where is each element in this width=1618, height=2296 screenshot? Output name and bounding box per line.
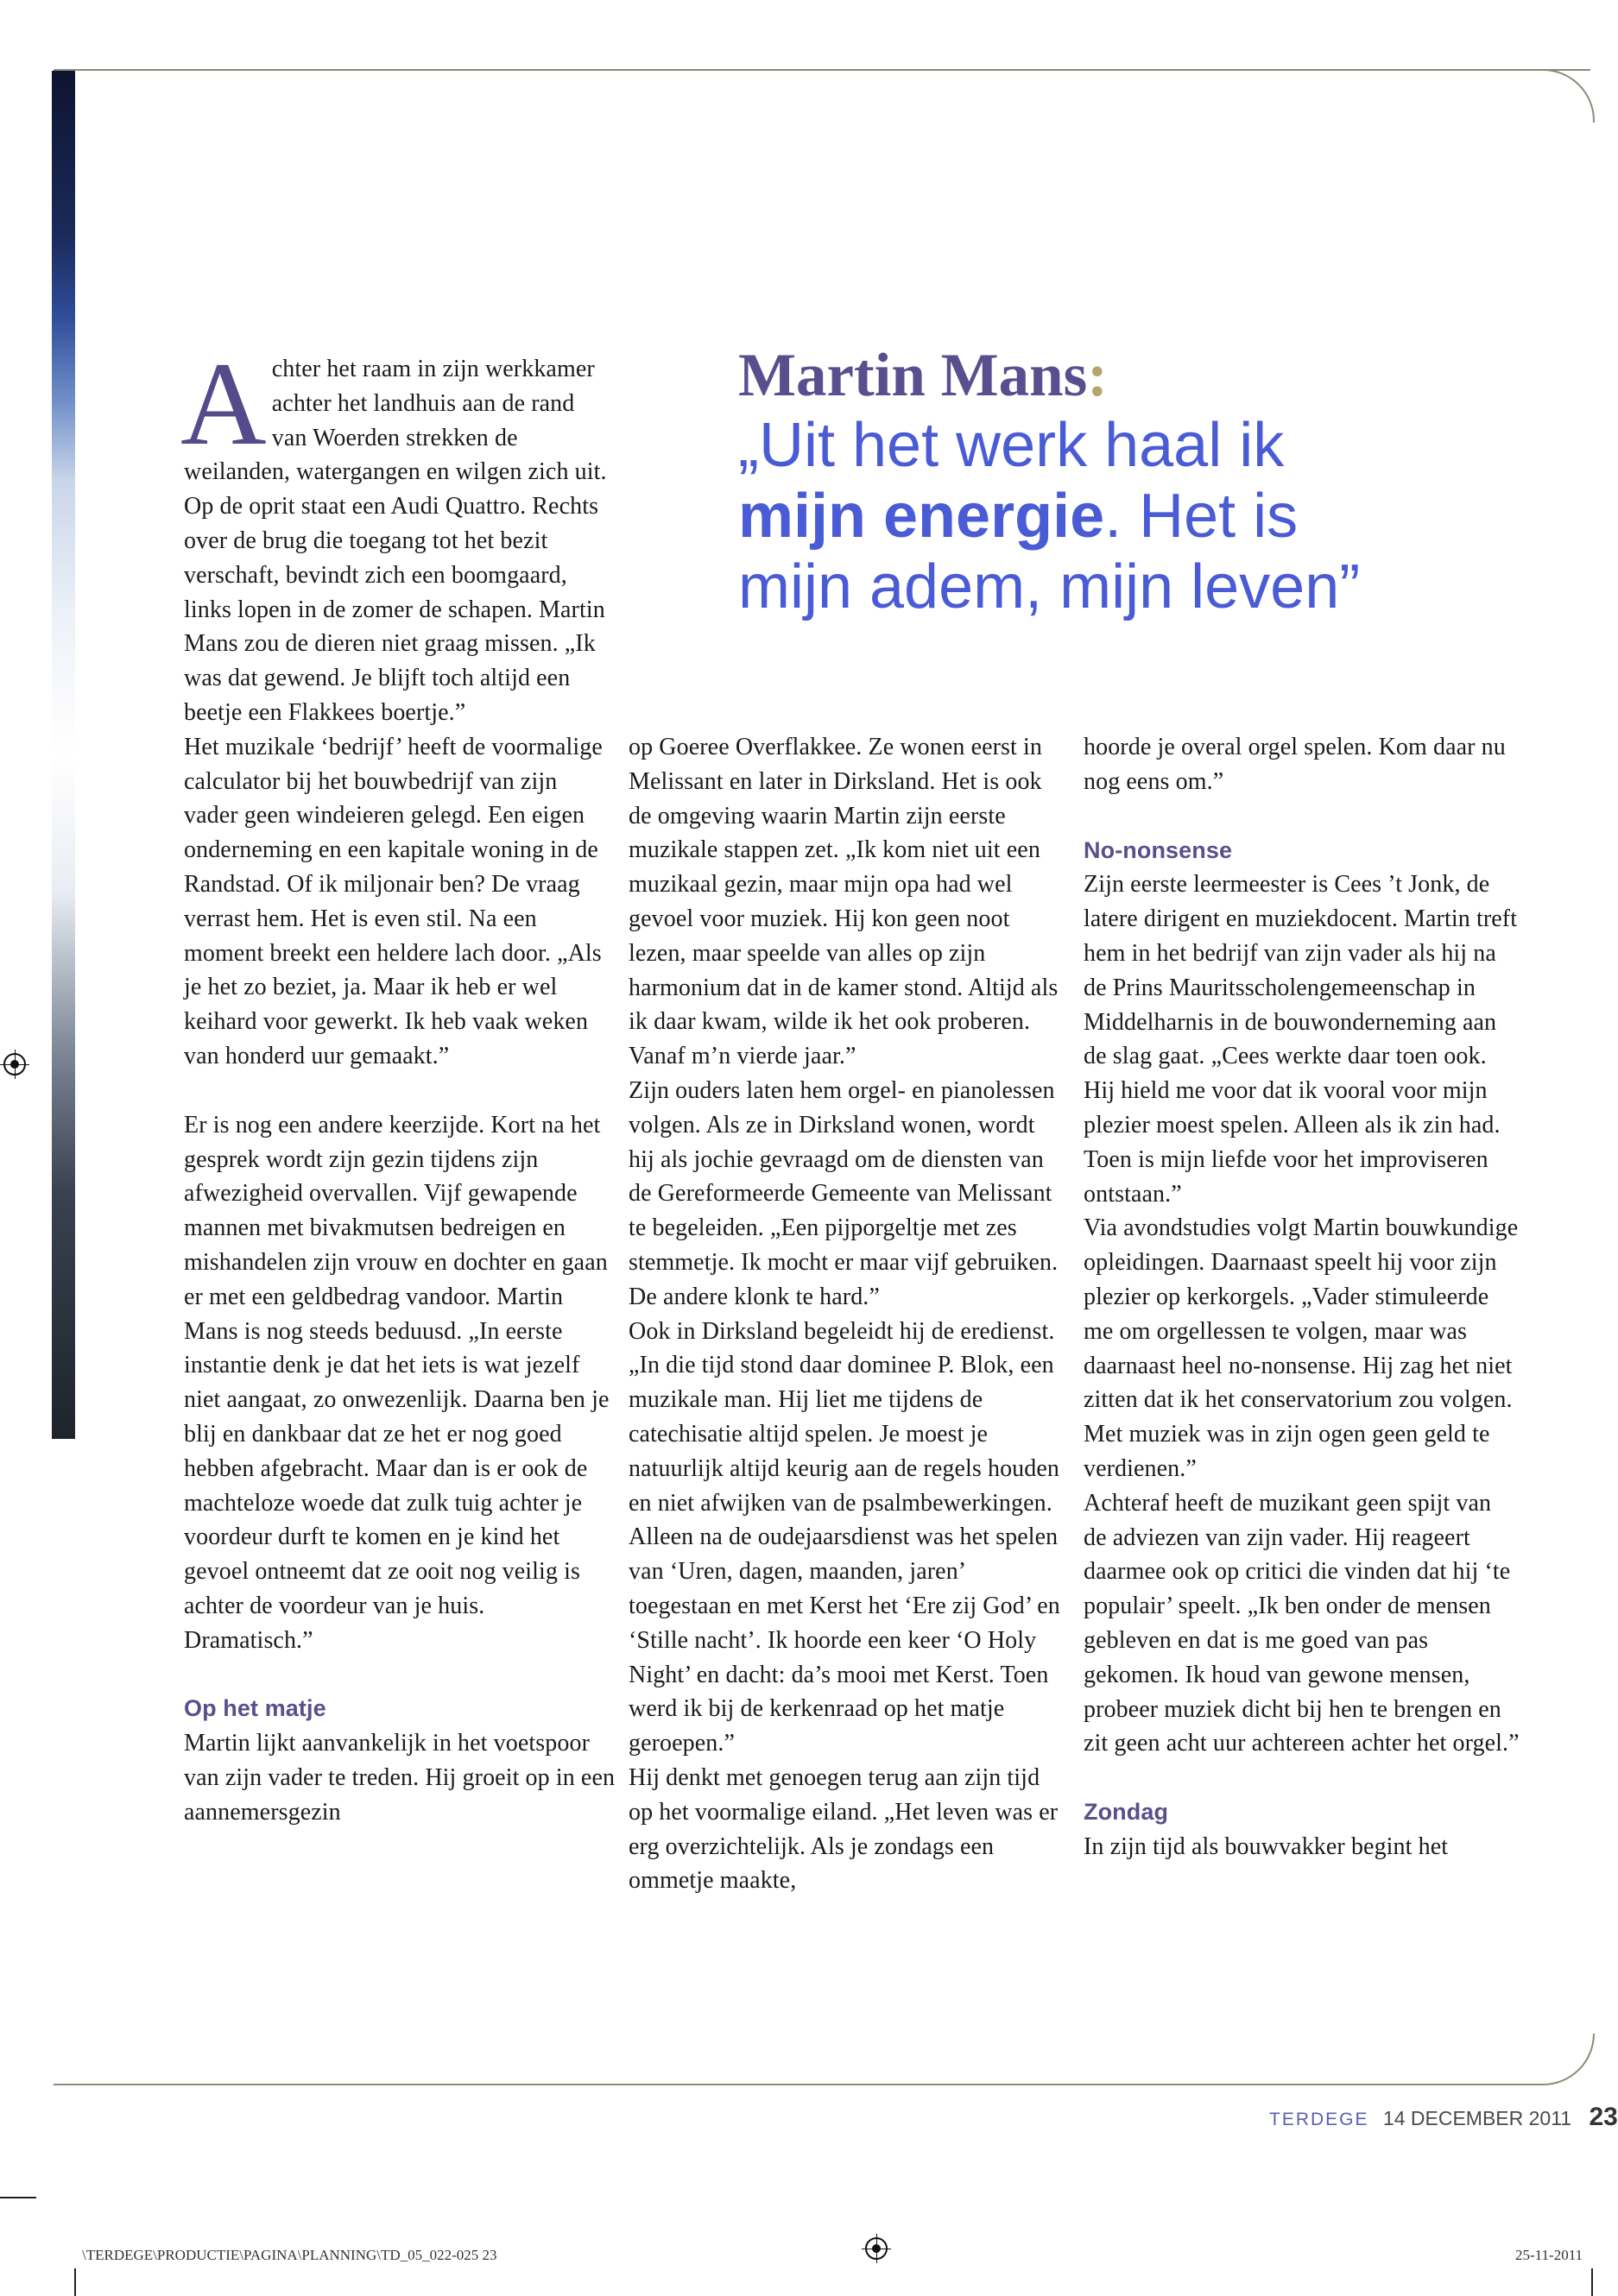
quote-bold: mijn energie <box>738 482 1105 551</box>
subheading: Op het matje <box>184 1695 326 1722</box>
drop-cap: A <box>180 337 267 470</box>
magazine-name: TERDEGE <box>1269 2110 1369 2129</box>
page-footer <box>1269 2103 1618 2132</box>
issue-date: 14 DECEMBER 2011 <box>1382 2107 1572 2129</box>
title-name: Martin Mans <box>738 342 1088 409</box>
pull-quote <box>738 410 1429 622</box>
quote-line-1: „Uit het werk haal ik <box>738 411 1285 480</box>
body-paragraph <box>180 337 616 730</box>
body-paragraph: Het muzikale ‘bedrijf’ heeft de voormalige calculator bij het bouwbedrijf van zijn vader geen windeieren gelegd. Een eigen onderneming en een kapitale woning in de Randstad. Of ik miljonair ben? De vraag verrast hem. Het is even stil. Na een moment breekt een heldere lach door. „Als je het zo beziet, ja. Maar ik heb er wel keihard voor gewerkt. Ik heb vaak weken van honderd uur gemaakt.” <box>184 733 603 1069</box>
body-paragraph: Hij denkt met genoegen terug aan zijn tijd op het voormalige eiland. „Het leven was er erg overzichtelijk. Als je zondags een ommetje maakte, <box>629 1763 1059 1895</box>
registration-mark-icon <box>865 2237 888 2260</box>
trim-mark <box>0 2197 36 2198</box>
quote-line-3: mijn adem, mijn leven” <box>738 552 1361 621</box>
frame-top-line <box>54 69 1590 71</box>
body-paragraph: hoorde je overal orgel spelen. Kom daar nu nog eens om.” <box>1084 734 1506 795</box>
body-paragraph: Zijn ouders laten hem orgel- en pianolessen volgen. Als ze in Dirksland wonen, wordt hij als jochie gevraagd om de diensten van de Gereformeerde Gemeente van Melissant te begeleiden. „Een pijporgeltje met zes stemmetje. Ik mocht er maar vijf gebruiken. De andere klonk te hard.” <box>629 1076 1059 1310</box>
frame-corner-bottom <box>1537 2034 1595 2085</box>
production-date: 25-11-2011 <box>1515 2247 1583 2263</box>
frame-bottom-line <box>54 2084 1539 2085</box>
trim-mark <box>1591 2268 1593 2296</box>
subheading: No-nonsense <box>1084 836 1233 863</box>
frame-corner-top <box>1537 69 1595 123</box>
trim-mark <box>74 2268 76 2296</box>
column-1 <box>180 337 616 1830</box>
body-paragraph: Er is nog een andere keerzijde. Kort na het gesprek wordt zijn gezin tijdens zijn afwezigheid overvallen. Vijf gewapende mannen met bivakmutsen bedreigen en mishandelen zijn vrouw en dochter en gaan er met een geldbedrag vandoor. Martin Mans is nog steeds beduusd. „In eerste instantie denk je dat het iets is wat jezelf niet aangaat, zo onwezenlijk. Daarna ben je blij en dankbaar dat ze het er nog goed hebben afgebracht. Maar dan is er ook de machteloze woede dat zulk tuig achter je voordeur durft te komen en je kind het gevoel ontneemt dat ze ooit nog veilig is achter de voordeur van je huis. Dramatisch.” <box>184 1111 610 1654</box>
paragraph-text: chter het raam in zijn werkkamer achter het landhuis aan de rand van Woerden strekken de weilanden, watergangen en wilgen zich uit. Op de oprit staat een Audi Quattro. Rechts over de brug die toegang tot het bezit verschaft, bevindt zich een boomgaard, links lopen in de zomer de schapen. Martin Mans zou de dieren niet graag missen. „Ik was dat gewend. Je blijft toch altijd een beetje een Flakkees boertje.” <box>184 356 607 726</box>
body-paragraph: In zijn tijd als bouwvakker begint het <box>1084 1832 1449 1860</box>
quote-line-2-rest: . Het is <box>1104 482 1299 551</box>
registration-mark-icon <box>3 1053 26 1075</box>
body-paragraph: Zijn eerste leermeester is Cees ’t Jonk, de latere dirigent en muziekdocent. Martin treft hem in het bedrijf van zijn vader als hij na de Prins Mauritsscholengemeenschap in Middelharnis in de bouwonderneming aan de slag gaat. „Cees werkte daar toen ook. Hij hield me voor dat ik vooral voor mijn plezier moest spelen. Alleen als ik zin had. Toen is mijn liefde voor het improviseren ontstaan.” <box>1084 871 1518 1208</box>
production-slug: \TERDEGE\PRODUCTIE\PAGINA\PLANNING\TD_05_022-025 23 <box>82 2247 497 2263</box>
subheading: Zondag <box>1084 1799 1169 1826</box>
title-colon: : <box>1087 342 1108 409</box>
photo-edge <box>52 71 75 1439</box>
column-3 <box>1084 730 1520 1864</box>
body-paragraph: Achteraf heeft de muzikant geen spijt van de adviezen van zijn vader. Hij reageert daarmee ook op critici die vinden dat hij ‘te populair’ speelt. „Ik ben onder de mensen gebleven en dat is me goed van pas gekomen. Ik houd van gewone mensen, probeer muziek dicht bij hen te brengen en zit geen acht uur achtereen achter het orgel.” <box>1084 1489 1520 1757</box>
article-title <box>738 341 1429 410</box>
body-paragraph: Ook in Dirksland begeleidt hij de eredienst. „In die tijd stond daar dominee P. Blok, een muzikale man. Hij liet me tijdens de catechisatie altijd spelen. Je moest je natuurlijk altijd keurig aan de regels houden en niet afwijken van de psalmbewerkingen. Alleen na de oudejaarsdienst was het spelen van ‘Uren, dagen, maanden, jaren’ toegestaan en met Kerst het ‘Ere zij God’ en ‘Stille nacht’. Ik hoorde een keer ‘O Holy Night’ en dacht: da’s mooi met Kerst. Toen werd ik bij de kerkenraad op het matje geroepen.” <box>629 1317 1060 1757</box>
column-2 <box>629 730 1060 1898</box>
body-paragraph: Martin lijkt aanvankelijk in het voetspoor van zijn vader te treden. Hij groeit op in een aannemersgezin <box>184 1730 616 1826</box>
quote-line-2 <box>738 481 1429 552</box>
article-title-block <box>738 341 1429 622</box>
body-paragraph: Via avondstudies volgt Martin bouwkundige opleidingen. Daarnaast speelt hij voor zijn plezier op kerkorgels. „Vader stimuleerde me om orgellessen te volgen, maar was daarnaast heel no-nonsense. Hij zag het niet zitten dat ik het conservatorium zou volgen. Met muziek was in zijn ogen geen geld te verdienen.” <box>1084 1214 1519 1482</box>
body-paragraph: op Goeree Overflakkee. Ze wonen eerst in Melissant en later in Dirksland. Het is ook de omgeving waarin Martin zijn eerste muzikale stappen zet. „Ik kom niet uit een muzikaal gezin, maar mijn opa had wel gevoel voor muziek. Hij kon geen noot lezen, maar speelde van alles op zijn harmonium dat in de kamer stond. Altijd als ik daar kwam, wilde ik het ook proberen. Vanaf m’n vierde jaar.” <box>629 734 1059 1070</box>
page-number: 23 <box>1589 2103 1618 2131</box>
